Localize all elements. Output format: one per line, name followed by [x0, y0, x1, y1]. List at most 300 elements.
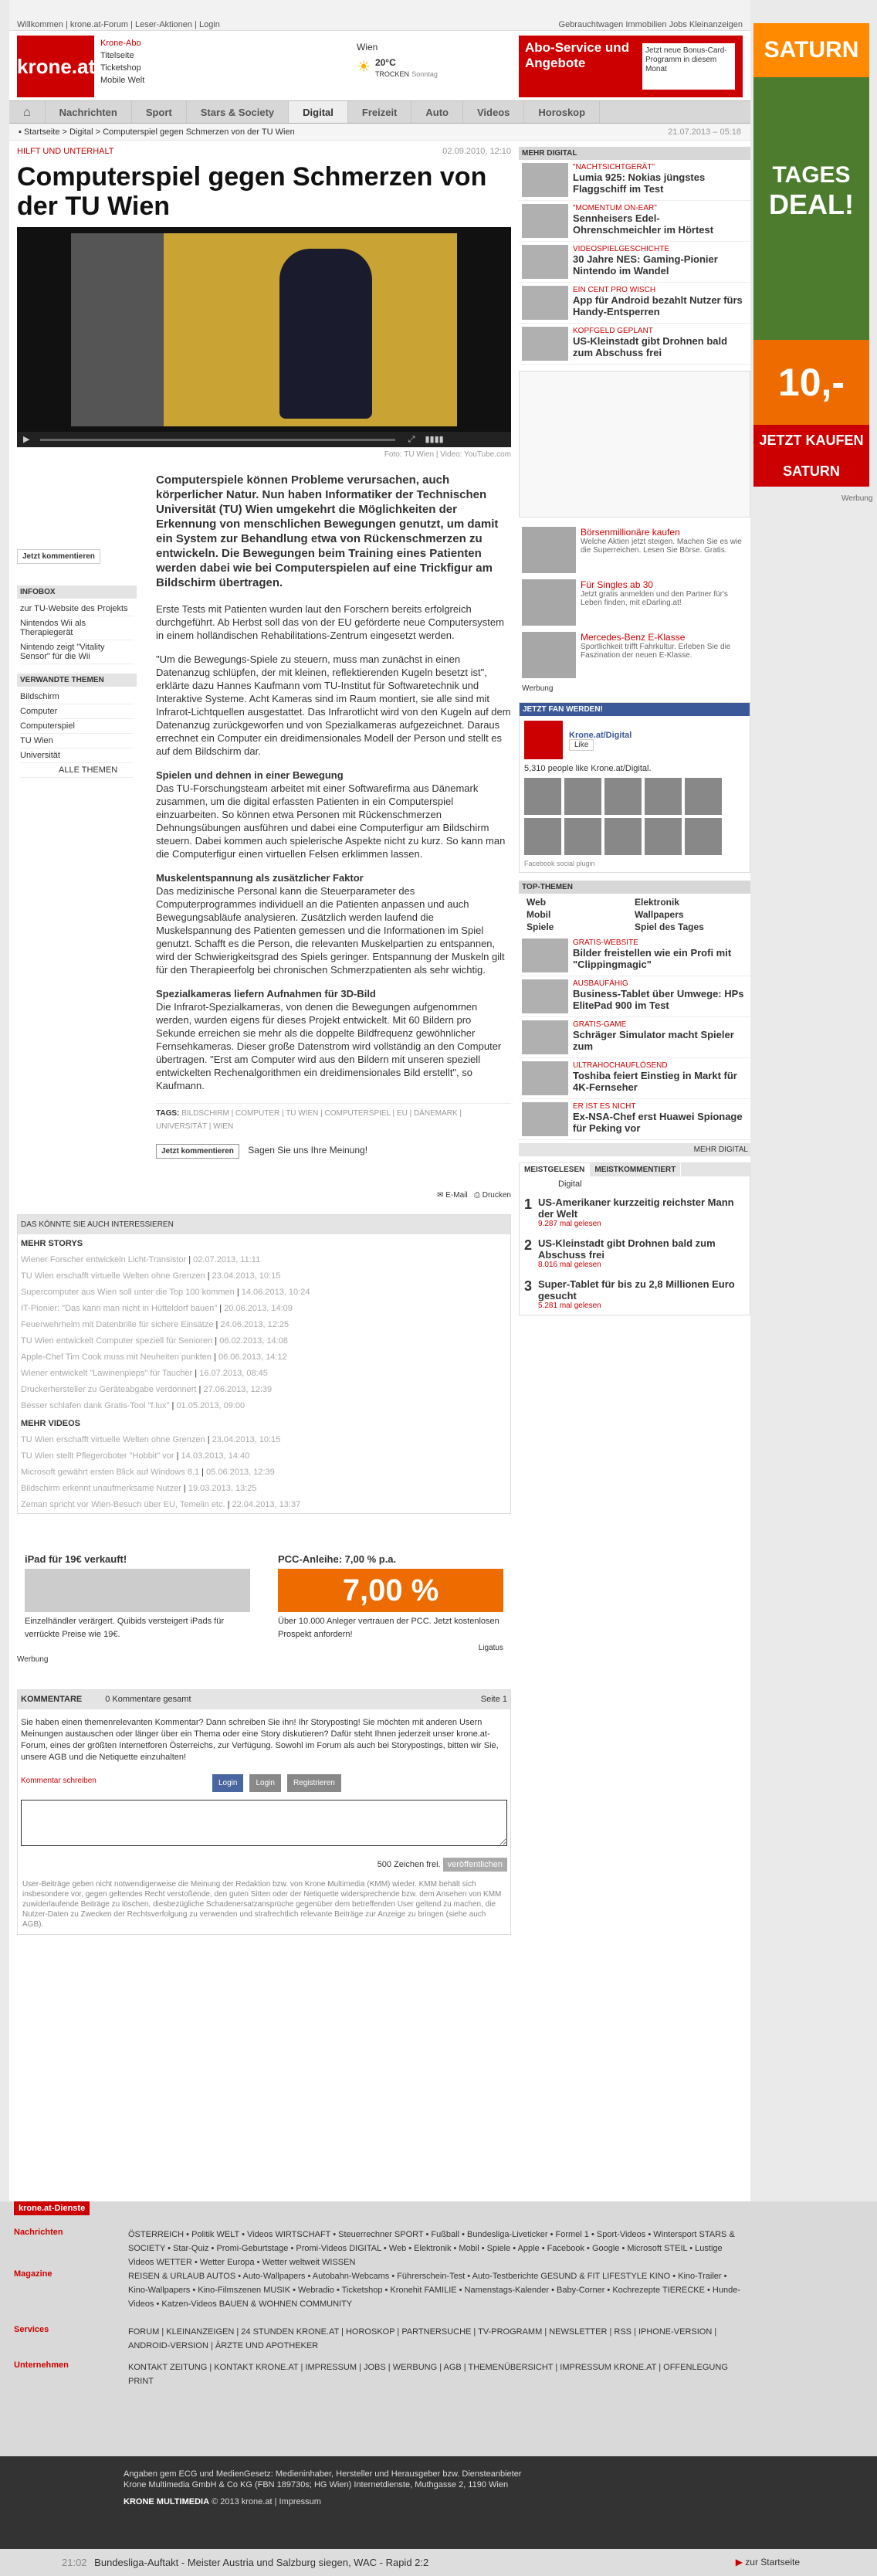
sponsored-item[interactable] [519, 576, 750, 629]
news-title[interactable]: Business-Tablet über Umwege: HPs ElitePad 900 im Test [573, 988, 744, 1011]
copyright-line[interactable]: © 2013 krone.at | Impressum [212, 2497, 321, 2506]
services-links[interactable]: KONTAKT ZEITUNG | KONTAKT KRONE.AT | IMPRESSUM | JOBS | WERBUNG | AGB | THEMENÜBERSICHT | IMPRESSUM KRONE.AT | OFFENLEGUNG PRINT [128, 2363, 728, 2386]
news-title[interactable]: Lumia 925: Nokias jüngstes Flaggschiff im Test [573, 171, 706, 195]
email-link[interactable]: E-Mail [445, 1191, 468, 1200]
services-links[interactable]: REISEN & URLAUB AUTOS • Auto-Wallpapers • Autobahn-Webcams • Führerschein-Test • Auto-Testberichte GESUND & FIT LIFESTYLE KINO • Kino-Trailer • Kino-Wallpapers • Kino-Filmszenen MUSIK • Webradio • Ticketshop • Kronehit FAMILIE • Namenstags-Kalender • Baby-Corner • Kochrezepte TIERECKE • Hunde-Videos • Katzen-Videos BAUEN & WOHNEN COMMUNITY [128, 2272, 740, 2309]
comments-box [17, 1689, 511, 1935]
abo-subtitle: Jetzt neue Bonus-Card-Programm in diesem Monat [642, 43, 735, 90]
most-rank: 3 [524, 1278, 533, 1294]
sun-icon: ☀ [357, 59, 371, 76]
ad-buy-button[interactable]: JETZT KAUFEN [759, 433, 864, 448]
figure-silhouette [279, 249, 372, 419]
story-row[interactable]: Besser schlafen dank Gratis-Tool "f.lux" | 01.05.2013, 09:00 [21, 1401, 245, 1410]
fb-plugin-label: Facebook social plugin [524, 860, 595, 867]
services-links[interactable]: ÖSTERREICH • Politik WELT • Videos WIRTSCHAFT • Steuerrechner SPORT • Fußball • Bundesliga-Liveticker • Formel 1 • Sport-Videos • Wintersport STARS & SOCIETY • Star-Quiz • Promi-Geburtstage • Promi-Videos DIGITAL • Web • Elektronik • Mobil • Spiele • Apple • Facebook • Google • Microsoft STEIL • Lustige Videos WETTER • Wetter Europa • Wetter weltweit WISSEN [128, 2230, 735, 2267]
sponsored-item[interactable] [519, 524, 750, 576]
paragraph: Die Infrarot-Spezialkameras, von denen die Bewegungen aufgenommen werden, wurden eigens für dieses Projekt entwickelt. Mit 60 Bildern pro Sekunde erreichen sie mehr als die doppelte Bildfrequenz gewöhnlicher Fernsehkameras. Dieser große Datenstrom wird vollständig an den Computer übertragen. "Erst am Computer wird aus den Bildern mit unseren speziell entwickelten Rechenalgorithmen ein dreidimensionales Bild erstellt", so Kaufmann. [156, 1001, 502, 1091]
story-row[interactable]: Supercomputer aus Wien soll unter die Top 100 kommen | 14.06.2013, 10:24 [21, 1288, 310, 1297]
home-link-label: zur Startseite [745, 2557, 800, 2568]
paragraph: Erste Tests mit Patienten wurden laut den Forschern bereits erfolgreich durchgeführt. Ab Herbst soll das von der EU geförderte neue Computersystem in einem holländischen Rehabilitations-Zentrum eingesetzt werden. [156, 603, 504, 641]
top-themes [519, 894, 750, 935]
tags [156, 1103, 511, 1133]
top-links[interactable]: Willkommen | krone.at-Forum | Leser-Aktionen | Login [17, 20, 220, 29]
top-theme[interactable]: Web [527, 897, 547, 908]
most-rank: 1 [524, 1196, 533, 1212]
story-title[interactable]: Supercomputer aus Wien soll unter die Top 100 kommen [21, 1288, 235, 1297]
services-category: Services [14, 2325, 49, 2334]
video-title[interactable]: TU Wien stellt Pflegeroboter "Hobbit" vor [21, 1451, 174, 1461]
story-row[interactable]: TU Wien erschafft virtuelle Welten ohne Grenzen | 23.04.2013, 10:15 [21, 1271, 281, 1281]
sponsored-text: Welche Aktien jetzt steigen. Machen Sie es wie die Superreichen. Lesen Sie Börse. Gratis. [581, 538, 742, 555]
news-thumb [522, 163, 568, 197]
news-thumb [522, 204, 568, 238]
comments-page[interactable]: Seite 1 [480, 1695, 507, 1704]
services-row [14, 2325, 746, 2353]
write-comment-label: Kommentar schreiben [21, 1777, 97, 1785]
comment-login-row [18, 1771, 510, 1795]
story-row[interactable]: Druckerhersteller zu Geräteabgabe verdonnert | 27.06.2013, 12:39 [21, 1385, 273, 1394]
fan-page[interactable]: Krone.at/Digital [569, 731, 632, 740]
most-item[interactable] [520, 1233, 750, 1274]
fan-avatar[interactable] [564, 778, 601, 815]
photo-caption: Foto: TU Wien | Video: YouTube.com [384, 450, 511, 459]
fb-like-button[interactable]: Like [569, 739, 594, 751]
most-reads: 9.287 mal gelesen [538, 1220, 601, 1228]
login-button[interactable]: Login [249, 1774, 280, 1792]
nav-sport[interactable]: Sport [132, 101, 187, 123]
most-item[interactable] [520, 1274, 750, 1315]
fan-count: 5,310 people like Krone.at/Digital. [524, 764, 652, 773]
services-row [14, 2228, 746, 2269]
most-title[interactable]: US-Amerikaner kurzzeitig reichster Mann der Welt [538, 1196, 734, 1220]
sponsored-text: Jetzt gratis anmelden und den Partner für's Leben finden, mit eDarling.at! [581, 590, 728, 607]
ticker-time: 21:02 [62, 2557, 87, 2568]
news-ticker [0, 2549, 877, 2576]
story-row[interactable]: Apple-Chef Tim Cook muss mit Neuheiten punkten | 06.06.2013, 14:12 [21, 1352, 287, 1362]
news-item[interactable] [519, 1099, 750, 1140]
main-nav [9, 100, 750, 124]
theme-link[interactable]: Universität [20, 748, 134, 763]
sponsored-list [519, 524, 750, 681]
paragraph: "Um die Bewegungs-Spiele zu steuern, muss man zunächst in einen Datenanzug schlüpfen, der mit kleinen, reflektierenden Kugeln besetzt ist", erklärte dazu Hannes Kaufmann vom TU-Institut für Softwaretechnik und Interaktive Systeme. Acht Kameras sind im Raum montiert, sie alle sind mit Infrarot-Lichtquellen ausgestattet. Das Infrarotlicht wird von den Kugeln auf dem Datenanzug zurückgeworfen und von Spezialkameras aufgezeichnet. Daraus errechnet ein Computer ein dreidimensionales Modell der Person und stellt es auf dem Bildschirm dar. [156, 653, 511, 757]
related-box [17, 1214, 511, 1514]
volume-icon[interactable]: ▮▮▮▮ [425, 435, 444, 444]
story-date: 27.06.2013, 12:39 [203, 1385, 273, 1394]
news-item[interactable] [519, 935, 750, 976]
video-date: 19.03.2013, 13:25 [188, 1484, 257, 1493]
fan-avatar[interactable] [645, 818, 682, 855]
news-kicker: AUSBAUFÄHIG [573, 979, 628, 988]
info-link[interactable]: Nintendo zeigt "Vitality Sensor" für die Wii [20, 640, 134, 664]
video-date: 05.06.2013, 12:39 [206, 1468, 275, 1477]
quick-link[interactable]: Titelseite [100, 51, 134, 60]
news-kicker: KOPFGELD GEPLANT [573, 327, 653, 335]
sponsored-thumb [522, 632, 576, 678]
top-bar [9, 0, 750, 31]
story-date: 02.07.2013, 11:11 [193, 1255, 261, 1264]
services-row [14, 2269, 746, 2311]
info-link[interactable]: Nintendos Wii als Therapiegerät [20, 616, 134, 640]
video-list [18, 1432, 510, 1513]
video-title[interactable]: Microsoft gewährt ersten Blick auf Windows 8.1 [21, 1468, 200, 1477]
weather-day: Sonntag [411, 70, 438, 78]
story-date: 20.06.2013, 14:09 [224, 1304, 293, 1313]
abo-title: Abo-Service und Angebote [525, 40, 630, 70]
video-date: 14.03.2013, 14:40 [181, 1451, 250, 1461]
fan-avatar[interactable] [524, 778, 561, 815]
sponsored-title[interactable]: Börsenmillionäre kaufen [581, 527, 680, 538]
quick-link[interactable]: Ticketshop [100, 63, 141, 73]
story-title[interactable]: Feuerwehrhelm mit Datenbrille für sichere Einsätze [21, 1320, 214, 1329]
home-icon[interactable]: ▪ [19, 127, 22, 137]
ad-title: PCC-Anleihe: 7,00 % p.a. [278, 1553, 397, 1565]
ad-deal [753, 77, 869, 340]
left-sidebar [17, 545, 137, 781]
theme-link[interactable]: Computerspiel [20, 719, 134, 734]
more-videos-header: MEHR VIDEOS [21, 1419, 81, 1428]
more-digital-link[interactable]: MEHR DIGITAL [519, 1143, 750, 1156]
video-frame [71, 233, 457, 426]
news-thumb [522, 1061, 568, 1095]
news-kicker: ULTRAHOCHAUFLÖSEND [573, 1061, 668, 1070]
copyright-line: Krone Multimedia GmbH & Co KG (FBN 189730s; HG Wien) Internetdienste, Muthgasse 2, 1190 Wien [124, 2480, 509, 2489]
comment-submit-row [18, 1855, 510, 1875]
infobox-header: INFOBOX [17, 585, 137, 599]
most-list [520, 1192, 750, 1315]
top-theme[interactable]: Spiel des Tages [635, 921, 704, 932]
facebook-login-button[interactable]: Login [212, 1774, 243, 1792]
weather-city: Wien [357, 42, 378, 53]
ad-brand-top: SATURN [753, 23, 869, 77]
ad-price: 10,- [753, 340, 869, 425]
video-title[interactable]: Bildschirm erkennt unaufmerksame Nutzer [21, 1484, 181, 1493]
fan-avatar[interactable] [685, 778, 722, 815]
print-link[interactable]: Drucken [482, 1191, 511, 1200]
weather-temp: 20°C [374, 57, 396, 68]
article-tools [156, 1189, 511, 1202]
tab-most-commented[interactable]: MEISTKOMMENTIERT [590, 1163, 681, 1176]
video-player[interactable] [17, 227, 511, 447]
ad-deal-1: TAGES [772, 162, 851, 188]
ad-rate: 7,00 % [278, 1569, 503, 1612]
news-kicker: GRATIS-WEBSITE [573, 938, 638, 947]
sponsored-title[interactable]: Mercedes-Benz E-Klasse [581, 632, 686, 643]
nav-stars[interactable]: Stars & Society [187, 101, 289, 123]
register-button[interactable]: Registrieren [287, 1774, 341, 1792]
ad-text: Über 10.000 Anleger vertrauen der PCC. Jetzt kostenlosen Prospekt anfordern! [278, 1617, 499, 1639]
most-title[interactable]: Super-Tablet für bis zu 2,8 Millionen Euro gesucht [538, 1278, 735, 1302]
services-links[interactable]: FORUM | KLEINANZEIGEN | 24 STUNDEN KRONE.AT | HOROSKOP | PARTNERSUCHE | TV-PROGRAMM | NEWSLETTER | RSS | IPHONE-VERSION | ANDROID-VERSION | ÄRZTE UND APOTHEKER [128, 2327, 717, 2350]
news-kicker: EIN CENT PRO WISCH [573, 286, 656, 294]
news-kicker: VIDEOSPIELGESCHICHTE [573, 245, 670, 253]
ligatus-label[interactable]: Ligatus [478, 1644, 503, 1652]
weather-state: TROCKEN [374, 70, 409, 78]
comments-header [18, 1690, 510, 1709]
most-tabs [520, 1163, 750, 1176]
news-item[interactable] [519, 283, 750, 324]
top-theme[interactable]: Mobil [527, 909, 551, 920]
news-kicker: "NACHTSICHTGERÄT" [573, 163, 655, 171]
infobox-list [17, 599, 137, 667]
story-row[interactable]: TU Wien entwickelt Computer speziell für Senioren | 06.02.2013, 14:08 [21, 1336, 288, 1346]
article-rubric [17, 147, 511, 159]
video-title[interactable]: Zeman spricht vor Wien-Besuch über EU, Temelin etc. [21, 1500, 225, 1509]
tab-most-read[interactable]: MEISTGELESEN [520, 1163, 590, 1176]
video-progress[interactable] [40, 439, 395, 441]
news-thumb [522, 286, 568, 320]
story-title[interactable]: TU Wien erschafft virtuelle Welten ohne Grenzen [21, 1271, 205, 1281]
services-category: Magazine [14, 2269, 52, 2279]
theme-link[interactable]: Computer [20, 704, 134, 719]
story-date: 23.04.2013, 10:15 [212, 1271, 281, 1281]
fan-thumbs [524, 778, 745, 855]
news-thumb [522, 1020, 568, 1054]
all-themes-link[interactable]: ALLE THEMEN [20, 763, 134, 778]
news-thumb [522, 938, 568, 972]
email-icon[interactable]: ✉ [437, 1191, 444, 1200]
story-row[interactable]: Wiener entwickelt "Lawinenpieps" für Taucher | 16.07.2013, 08:45 [21, 1369, 268, 1378]
sponsored-thumb [522, 527, 576, 573]
fan-avatar[interactable] [685, 818, 722, 855]
video-date: 23.04.2013, 10:15 [212, 1435, 281, 1444]
print-icon[interactable]: ⎙ [473, 1191, 480, 1200]
nav-nachrichten[interactable]: Nachrichten [46, 101, 132, 123]
story-title[interactable]: TU Wien entwickelt Computer speziell für Senioren [21, 1336, 213, 1346]
subheading: Muskelentspannung als zusätzlicher Faktor [156, 872, 364, 884]
fan-content [520, 716, 750, 872]
abo-banner[interactable] [519, 36, 743, 97]
classified-links[interactable]: Gebrauchtwagen Immobilien Jobs Kleinanzeigen [558, 20, 743, 29]
sponsored-title[interactable]: Für Singles ab 30 [581, 579, 654, 590]
ad-image [25, 1569, 250, 1612]
ad-title: iPad für 19€ verkauft! [25, 1553, 127, 1565]
news-title[interactable]: Bilder freistellen wie ein Profi mit "Clippingmagic" [573, 947, 732, 970]
comment-textarea[interactable] [21, 1800, 507, 1846]
news-item[interactable] [519, 242, 750, 283]
nav-home-icon[interactable]: ⌂ [9, 101, 46, 123]
ticker-text[interactable]: Bundesliga-Auftakt - Meister Austria und Salzburg siegen, WAC - Rapid 2:2 [94, 2557, 429, 2568]
nav-auto[interactable]: Auto [411, 101, 463, 123]
news-item[interactable] [519, 1058, 750, 1099]
werbung-label-right: Werbung [522, 684, 554, 693]
news-item[interactable] [519, 324, 750, 365]
theme-link[interactable]: TU Wien [20, 734, 134, 748]
sponsored-item[interactable] [519, 629, 750, 681]
news-kicker: "MOMENTUM ON-EAR" [573, 204, 657, 212]
paragraph: Das TU-Forschungsteam arbeitet mit einer Softwarefirma aus Dänemark zusammen, um die digital erfassten Patienten in ein Computerspiel einzuarbeiten. So können etwa Personen mit Rückenschmerzen Dehnungsübungen ausführen und dabei eine Computerfigur am Bildschirm steuern. Dabei kommen auch spielerische Aspekte nicht zu kurz. So kann man die Computerfigur einen virtuellen Felsen erklimmen lassen. [156, 782, 506, 860]
right-column [519, 147, 750, 1315]
video-row[interactable]: Bildschirm erkennt unaufmerksame Nutzer | 19.03.2013, 13:25 [21, 1484, 257, 1493]
video-row[interactable]: TU Wien stellt Pflegeroboter "Hobbit" vor | 14.03.2013, 14:40 [21, 1451, 250, 1461]
story-title[interactable]: Besser schlafen dank Gratis-Tool "f.lux" [21, 1401, 170, 1410]
news-kicker: ER IST ES NICHT [573, 1102, 636, 1111]
video-row[interactable]: Microsoft gewährt ersten Blick auf Windows 8.1 | 05.06.2013, 12:39 [21, 1468, 275, 1477]
theme-link[interactable]: Bildschirm [20, 690, 134, 704]
services-header: krone.at-Dienste [14, 2201, 90, 2215]
fan-avatar[interactable] [604, 778, 642, 815]
ligatus-ads [17, 1545, 511, 1653]
more-digital-list-2 [519, 935, 750, 1140]
werbung-label-sky: Werbung [841, 494, 873, 503]
news-title[interactable]: Ex-NSA-Chef erst Huawei Spionage für Peking vor [573, 1111, 743, 1134]
news-title[interactable]: App für Android bezahlt Nutzer fürs Handy-Entsperren [573, 294, 743, 317]
ad-footer [753, 425, 869, 487]
news-item[interactable] [519, 976, 750, 1017]
news-title[interactable]: 30 Jahre NES: Gaming-Pionier Nintendo im Wandel [573, 253, 718, 277]
arrow-icon: ▶ [735, 2557, 743, 2568]
more-digital-header: MEHR DIGITAL [519, 147, 750, 160]
news-item[interactable] [519, 201, 750, 242]
story-list [18, 1252, 510, 1414]
story-title[interactable]: Druckerhersteller zu Geräteabgabe verdonnert [21, 1385, 197, 1394]
werbung-label: Werbung [17, 1655, 49, 1664]
news-title[interactable]: Schräger Simulator macht Spieler zum [573, 1029, 734, 1052]
most-reads: 5.281 mal gelesen [538, 1302, 601, 1310]
services-category: Unternehmen [14, 2360, 69, 2370]
top-themes-header: TOP-THEMEN [519, 881, 750, 894]
footer-logo[interactable]: KRONE MULTIMEDIA [124, 2497, 210, 2506]
story-date: 01.05.2013, 09:00 [176, 1401, 245, 1410]
comment-line [156, 1144, 511, 1158]
more-digital-list [519, 160, 750, 365]
most-reads: 8.016 mal gelesen [538, 1261, 601, 1269]
related-header: DAS KÖNNTE SIE AUCH INTERESSIEREN [18, 1215, 510, 1234]
news-title[interactable]: US-Kleinstadt gibt Drohnen bald zum Abschuss frei [573, 335, 728, 358]
quick-link[interactable]: Krone-Abo [100, 39, 141, 48]
fan-avatar[interactable] [524, 818, 561, 855]
news-thumb [522, 979, 568, 1013]
breadcrumb-path[interactable]: Startseite > Digital > Computerspiel gegen Schmerzen von der TU Wien [23, 127, 295, 137]
video-row[interactable]: Zeman spricht vor Wien-Besuch über EU, Temelin etc. | 22.04.2013, 13:37 [21, 1500, 301, 1509]
top-theme[interactable]: Wallpapers [635, 909, 684, 920]
news-thumb [522, 245, 568, 279]
story-title[interactable]: IT-Pionier: "Das kann man nicht in Hütteldorf bauen" [21, 1304, 218, 1313]
quick-link[interactable]: Mobile Welt [100, 76, 145, 85]
ad-brand-bottom: SATURN [783, 463, 840, 479]
publish-button[interactable]: veröffentlichen [443, 1858, 507, 1872]
news-title[interactable]: Sennheisers Edel-Ohrenschmeichler im Hörtest [573, 212, 714, 236]
comment-now-button[interactable]: Jetzt kommentieren [17, 549, 100, 564]
ad-deal-2: DEAL! [769, 188, 854, 220]
news-title[interactable]: Toshiba feiert Einstieg in Markt für 4K-Fernseher [573, 1070, 737, 1093]
sponsored-thumb [522, 579, 576, 626]
story-date: 06.06.2013, 14:12 [218, 1352, 287, 1362]
video-controls[interactable] [17, 432, 511, 447]
news-kicker: GRATIS-GAME [573, 1020, 627, 1029]
paragraph: Das medizinische Personal kann die Steuerparameter des Computerprogrammes individuell an die Patienten anpassen und auch Bewegungsabläufe analysieren. Zusätzlich werden laufend die Muskelspannung des Patienten gemessen und die Informationen im Spiel genutzt. Schafft es die Person, die relevanten Muskelpartien zu entspannen, wird der Schwierigkeitsgrad des Spiels geringer. Entspannung der Muskeln gilt für den Therapieerfolg bei chronischen Schmerzpatienten als sehr wichtig. [156, 885, 505, 976]
weather-widget[interactable] [357, 42, 438, 79]
nav-freizeit[interactable]: Freizeit [348, 101, 412, 123]
home-link[interactable] [736, 2549, 800, 2576]
story-row[interactable]: Wiener Forscher entwickeln Licht-Transistor | 02.07.2013, 11:11 [21, 1255, 261, 1264]
comments-tab[interactable]: KOMMENTARE [21, 1695, 83, 1704]
video-title[interactable]: TU Wien erschafft virtuelle Welten ohne Grenzen [21, 1435, 205, 1444]
ad-pcc[interactable] [270, 1545, 511, 1653]
news-item[interactable] [519, 160, 750, 201]
story-date: 06.02.2013, 14:08 [219, 1336, 288, 1346]
services-category: Nachrichten [14, 2228, 63, 2237]
top-theme[interactable]: Elektronik [635, 897, 680, 908]
chars-left: 500 Zeichen frei. [377, 1860, 441, 1869]
themes-list [17, 687, 137, 781]
tags-label: TAGS: [156, 1109, 180, 1118]
story-row[interactable]: Feuerwehrhelm mit Datenbrille für sichere Einsätze | 24.06.2013, 12:25 [21, 1320, 290, 1329]
themes-header: VERWANDTE THEMEN [17, 674, 137, 687]
video-row[interactable]: TU Wien erschafft virtuelle Welten ohne Grenzen | 23.04.2013, 10:15 [21, 1435, 281, 1444]
news-thumb [522, 327, 568, 361]
subheading: Spielen und dehnen in einer Bewegung [156, 769, 344, 781]
comment-hint: Sagen Sie uns Ihre Meinung! [248, 1145, 368, 1156]
sponsored-text: Sportlichkeit trifft Fahrkultur. Erleben Sie die Faszination der neuen E-Klasse. [581, 643, 731, 660]
page-wrapper [9, 0, 750, 2201]
story-title[interactable]: Apple-Chef Tim Cook muss mit Neuheiten punkten [21, 1352, 212, 1362]
most-category: Digital [558, 1179, 582, 1189]
story-date: 16.07.2013, 08:45 [199, 1369, 268, 1378]
ad-ipad[interactable] [17, 1545, 258, 1653]
more-stories-header: MEHR STORYS [21, 1239, 83, 1248]
most-rank: 2 [524, 1237, 533, 1253]
most-title[interactable]: US-Kleinstadt gibt Drohnen bald zum Abschuss frei [538, 1237, 716, 1261]
fan-avatar[interactable] [604, 818, 642, 855]
fan-avatar[interactable] [645, 778, 682, 815]
news-item[interactable] [519, 1017, 750, 1058]
story-date: 24.06.2013, 12:25 [220, 1320, 290, 1329]
comments-disclaimer: User-Beiträge geben nicht notwendigerweise die Meinung der Redaktion bzw. von Krone Multimedia (KMM) wieder. KMM behält sich insbesondere vor, gegen geltendes Recht verstoßende, den guten Sitten oder der Netiquette widersprechende bzw. dem Ansehen von KMM zuwiderlaufende Beiträge zu löschen, diesbezügliche Schadenersatzansprüche gegenüber dem betreffenden User geltend zu machen, die Nutzer-Daten zu Zwecken der Rechtsverfolgung zu verwenden und strafrechtlich relevante Beiträge zur Anzeige zu bringen (siehe auch AGB). [22, 1880, 502, 1929]
comments-intro: Sie haben einen themenrelevanten Kommentar? Dann schreiben Sie ihn! Ihr Storyposting! Sie möchten mit anderen Usern Meinungen austauschen oder länger über ein Thema oder eine Story diskutieren? Dafür steht Ihnen jederzeit unser krone.at-Forum, eines der größten Internetforen Österreichs, zur Verfügung. Sowohl im Forum als auch bei Storypostings, bitten wir Sie, unsere AGB und die Netiquette einzuhalten! [21, 1718, 499, 1762]
rubric-label: HILFT UND UNTERHALT [17, 147, 114, 156]
krone-logo[interactable]: krone.at [17, 36, 94, 97]
fan-logo [524, 721, 563, 759]
article-title: Computerspiel gegen Schmerzen von der TU Wien [17, 162, 487, 221]
comments-count: 0 Kommentare gesamt [105, 1695, 191, 1704]
fullscreen-icon[interactable]: ⤢ [408, 435, 415, 444]
quick-links [100, 37, 144, 87]
story-title[interactable]: Wiener Forscher entwickeln Licht-Transistor [21, 1255, 187, 1264]
most-read-box [519, 1162, 750, 1315]
info-link[interactable]: zur TU-Website des Projekts [20, 602, 134, 616]
article-lead: Computerspiele können Probleme verursachen, auch körperlicher Natur. Nun haben Informatiker der Technischen Universität (TU) Wien umgekehrt die Möglichkeiten der Erkennung von menschlichen Bewegungen genutzt, um damit ein System zur Behandlung etwa von Rückenschmerzen zu entwickeln. Die Bewegungen beim Training eines Patienten werden dabei wie bei Computerspielen auf eine Trickfigur am Bildschirm übertragen. [156, 473, 499, 589]
header [9, 31, 750, 100]
facebook-box [519, 702, 750, 873]
services-footer [0, 2201, 877, 2456]
services-row [14, 2360, 746, 2388]
story-row[interactable]: IT-Pionier: "Das kann man nicht in Hütteldorf bauen" | 20.06.2013, 14:09 [21, 1304, 293, 1313]
ad-text: Einzelhändler verärgert. Quibids versteigert iPads für verrückte Preise wie 19€. [25, 1617, 225, 1639]
comment-button[interactable]: Jetzt kommentieren [156, 1144, 239, 1159]
copyright-line: Angaben gem ECG und MedienGesetz: Medieninhaber, Hersteller und Herausgeber bzw. Diensteanbieter [124, 2469, 522, 2479]
news-thumb [522, 1102, 568, 1136]
video-date: 22.04.2013, 13:37 [232, 1500, 301, 1509]
ad-slot [519, 371, 750, 518]
nav-digital[interactable]: Digital [289, 101, 348, 123]
fan-avatar[interactable] [564, 818, 601, 855]
nav-horoskop[interactable]: Horoskop [524, 101, 600, 123]
saturn-ad[interactable] [753, 23, 869, 487]
subheading: Spezialkameras liefern Aufnahmen für 3D-Bild [156, 988, 376, 1000]
play-icon[interactable]: ▶ [23, 435, 30, 444]
breadcrumb-date: 21.07.2013 – 05:18 [668, 127, 741, 137]
nav-videos[interactable]: Videos [463, 101, 524, 123]
copyright [0, 2456, 877, 2549]
fan-header: JETZT FAN WERDEN! [520, 703, 750, 716]
person-photo [71, 233, 164, 426]
breadcrumb [9, 124, 750, 141]
most-item[interactable] [520, 1192, 750, 1233]
story-title[interactable]: Wiener entwickelt "Lawinenpieps" für Taucher [21, 1369, 193, 1378]
tag-links[interactable]: BILDSCHIRM | COMPUTER | TU WIEN | COMPUTERSPIEL | EU | DÄNEMARK | UNIVERSITÄT | WIEN [156, 1109, 462, 1131]
story-date: 14.06.2013, 10:24 [241, 1288, 310, 1297]
top-theme[interactable]: Spiele [527, 921, 554, 932]
